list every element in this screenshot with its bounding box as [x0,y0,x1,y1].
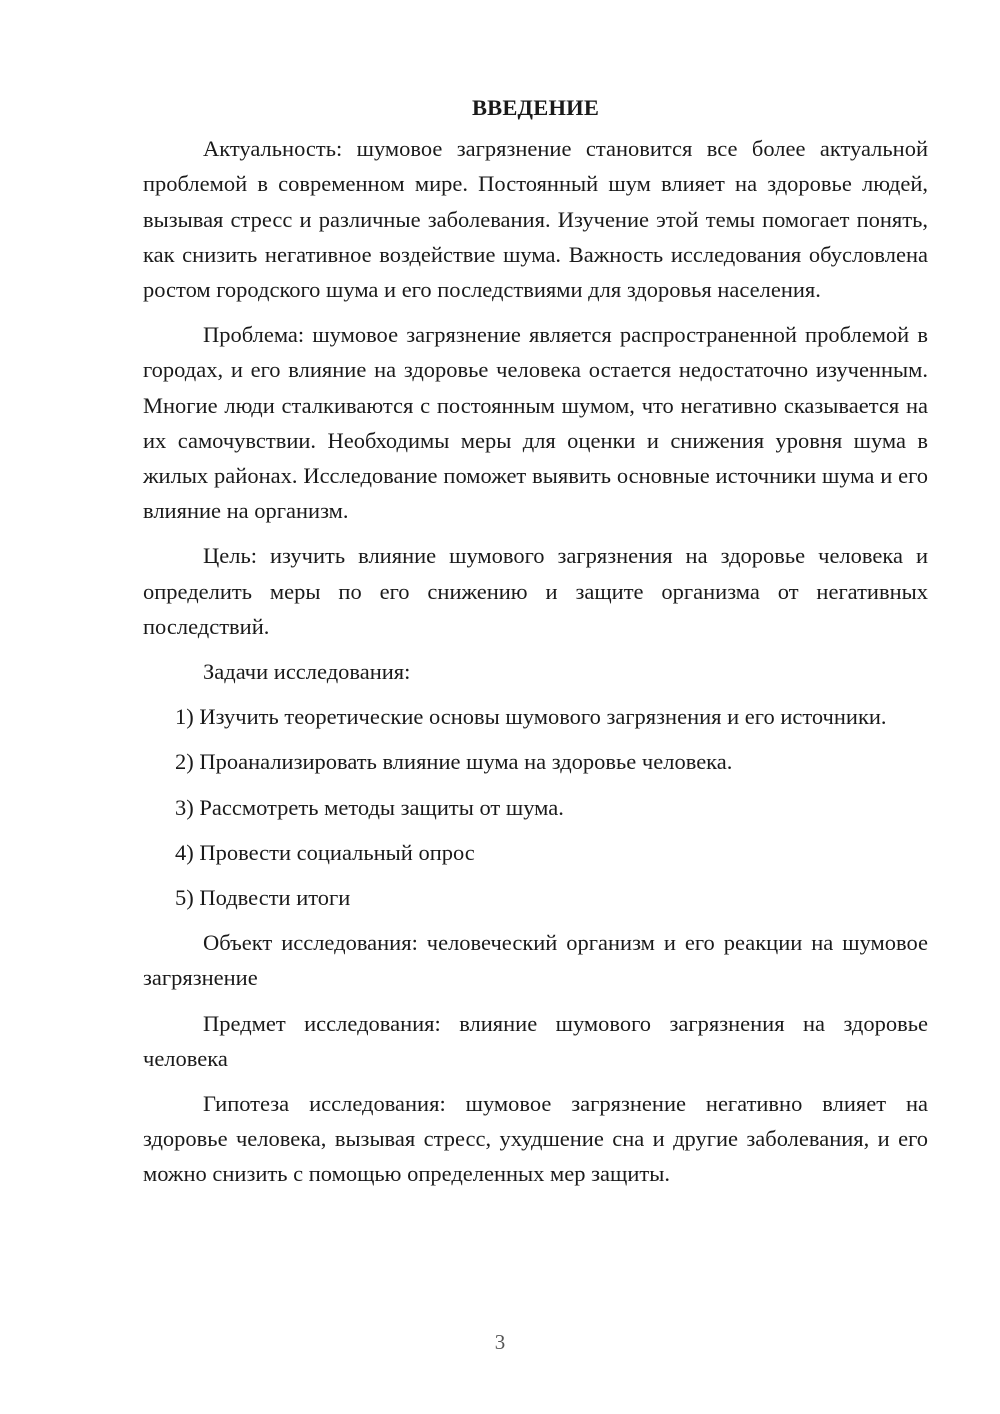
task-item-2: 2) Проанализировать влияние шума на здоровье человека. [175,749,733,775]
page-title: ВВЕДЕНИЕ [471,95,600,120]
task-item-5: 5) Подвести итоги [175,885,351,911]
tasks-heading: Задачи исследования: [203,659,411,685]
paragraph-object: Объект исследования: человеческий организм и его реакции на шумовое загрязнение [143,930,928,991]
paragraph-relevance: Актуальность: шумовое загрязнение становится все более актуальной проблемой в современном мире. Постоянный шум влияет на здоровье людей, вызывая стресс и различные заболевания. Изучение этой темы помогает понять, как снизить негативное воздействие шума. Важность исследования обусловлена ростом городского шума и его последствиями для здоровья населения. [143,136,928,303]
page-number: 3 [494,1330,506,1354]
paragraph-goal: Цель: изучить влияние шумового загрязнения на здоровье человека и определить меры по его снижению и защите организма от негативных последствий. [143,543,928,639]
task-item-4: 4) Провести социальный опрос [175,839,475,865]
task-item-3: 3) Рассмотреть методы защиты от шума. [175,794,564,820]
paragraph-hypothesis: Гипотеза исследования: шумовое загрязнение негативно влияет на здоровье человека, вызывая стресс, ухудшение сна и другие заболевания, и его можно снизить с помощью определенных мер защиты. [143,1091,928,1187]
paragraph-problem: Проблема: шумовое загрязнение является распространенной проблемой в городах, и его влияние на здоровье человека остается недостаточно изученным. Многие люди сталкиваются с постоянным шумом, что негативно сказывается на их самочувствии. Необходимы меры для оценки и снижения уровня шума в жилых районах. Исследование поможет выявить основные источники шума и его влияние на организм. [143,322,928,524]
page-body [143,90,928,1202]
task-item-1: 1) Изучить теоретические основы шумового загрязнения и его источники. [175,704,887,730]
paragraph-subject: Предмет исследования: влияние шумового загрязнения на здоровье человека [143,1010,928,1071]
